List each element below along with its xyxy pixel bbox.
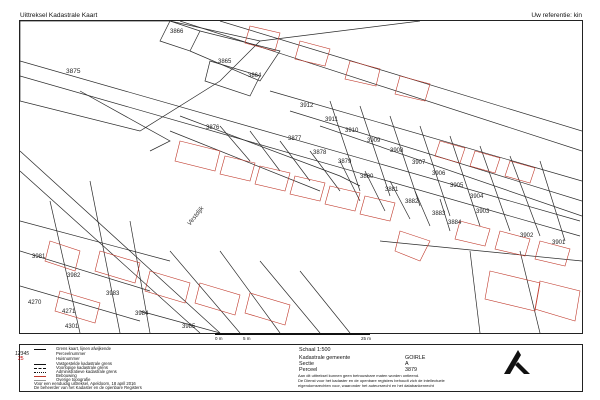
parcel-label[interactable]: 3865 xyxy=(218,59,232,65)
scale-tick-label: 0 m xyxy=(215,336,223,341)
footer-text: Voor een eenduidig uittreksel, Apeldoorn, 18 april 2016 xyxy=(34,381,136,386)
parcel-label[interactable]: 3884 xyxy=(448,220,462,226)
header-bar xyxy=(0,0,600,20)
perceel-label: Perceel xyxy=(299,367,318,373)
scale-segment xyxy=(235,333,255,335)
legend-text: Vastgestelde kadastrale grens xyxy=(56,361,113,366)
parcel-label[interactable]: 3879 xyxy=(338,159,352,165)
scale-segment xyxy=(215,333,235,335)
disclaimer-line: De Dienst voor het kadaster en de openbare registers behoudt zich de intellectuele xyxy=(298,378,445,383)
map-title: Uittreksel Kadastrale Kaart xyxy=(20,12,98,19)
parcel-label[interactable]: 3906 xyxy=(432,171,446,177)
parcel-boundaries xyxy=(20,21,582,333)
cadastral-map[interactable] xyxy=(19,20,583,334)
legend-text: Grens kaart, lijnen afwijkende xyxy=(56,346,111,351)
legend-text: Administratieve kadastrale grens xyxy=(56,369,117,374)
parcel-label[interactable]: 3907 xyxy=(412,160,426,166)
scale-segment xyxy=(255,333,370,335)
parcel-label[interactable]: 3912 xyxy=(300,103,314,109)
legend-sample-number: 12345 xyxy=(15,351,29,357)
footer-text: De beheerder van het Kadaster en de openbare Registers xyxy=(34,385,142,390)
parcel-label[interactable]: 3881 xyxy=(385,187,399,193)
legend-text: Bebouwing xyxy=(56,373,77,378)
street-label: Vestdijk xyxy=(186,205,206,228)
parcel-label[interactable]: 3911 xyxy=(325,117,338,123)
parcel-label[interactable]: 3902 xyxy=(520,233,534,239)
legend-text: Overige topografie xyxy=(56,377,91,382)
kadaster-logo-icon xyxy=(500,346,536,376)
parcel-label[interactable]: 4301 xyxy=(65,324,79,330)
disclaimer-line: eigendomsrechten voor, waaronder het auteursrecht en het databankenrecht xyxy=(298,383,434,388)
legend-sample-marker: 25 xyxy=(18,356,24,362)
sectie-value: A xyxy=(405,361,409,367)
legend-symbol xyxy=(34,376,46,377)
gemeente-label: Kadastrale gemeente xyxy=(299,355,351,361)
legend-symbol xyxy=(34,368,46,369)
parcel-label[interactable]: 3878 xyxy=(313,150,327,156)
parcel-label[interactable]: 3909 xyxy=(367,138,381,144)
reference-label: Uw referentie: kin xyxy=(531,12,582,19)
parcel-label[interactable]: 4270 xyxy=(28,300,42,306)
parcel-labels xyxy=(28,29,566,330)
scale-bar xyxy=(215,333,380,342)
parcel-label[interactable]: 4271 xyxy=(62,309,76,315)
legend-symbol xyxy=(34,372,46,373)
parcel-label[interactable]: 3908 xyxy=(390,148,404,154)
parcel-label[interactable]: 3904 xyxy=(470,194,484,200)
parcel-label[interactable]: 3883 xyxy=(432,211,446,217)
legend-symbol xyxy=(34,364,46,365)
parcel-label[interactable]: 3864 xyxy=(248,73,262,79)
scale-tick-label: 25 m xyxy=(361,336,372,341)
parcel-label[interactable]: 3910 xyxy=(345,128,359,134)
parcel-label[interactable]: 3875 xyxy=(66,68,81,75)
parcel-label[interactable]: 3903 xyxy=(476,209,490,215)
parcel-label[interactable]: 3882 xyxy=(405,199,419,205)
parcel-label[interactable]: 3866 xyxy=(170,29,184,35)
legend-symbol xyxy=(34,349,46,350)
gemeente-value: GOIRLE xyxy=(405,355,426,361)
legend-text: Huisnummer xyxy=(56,356,80,361)
parcel-label[interactable]: 3982 xyxy=(67,273,81,279)
parcel-label[interactable]: 3985 xyxy=(182,324,196,330)
parcel-label[interactable]: 3880 xyxy=(360,174,374,180)
parcel-label[interactable]: 3983 xyxy=(106,291,120,297)
sectie-label: Sectie xyxy=(299,361,314,367)
parcel-label[interactable]: 3901 xyxy=(552,240,566,246)
legend-text: Perceelnummer xyxy=(56,351,86,356)
perceel-value: 3879 xyxy=(405,367,417,373)
parcel-label[interactable]: 3876 xyxy=(206,125,220,131)
scale-text: Schaal 1:500 xyxy=(299,347,331,353)
scale-tick-label: 5 m xyxy=(243,336,251,341)
parcel-label[interactable]: 3981 xyxy=(32,254,46,260)
disclaimer-line: Aan dit uittreksel kunnen geen betrouwbare maten worden ontleend. xyxy=(298,373,420,378)
parcel-label[interactable]: 3877 xyxy=(288,136,302,142)
legend-text: Voorlopige kadastrale grens xyxy=(56,365,108,370)
parcel-label[interactable]: 3905 xyxy=(450,183,464,189)
parcel-label[interactable]: 3984 xyxy=(135,311,149,317)
